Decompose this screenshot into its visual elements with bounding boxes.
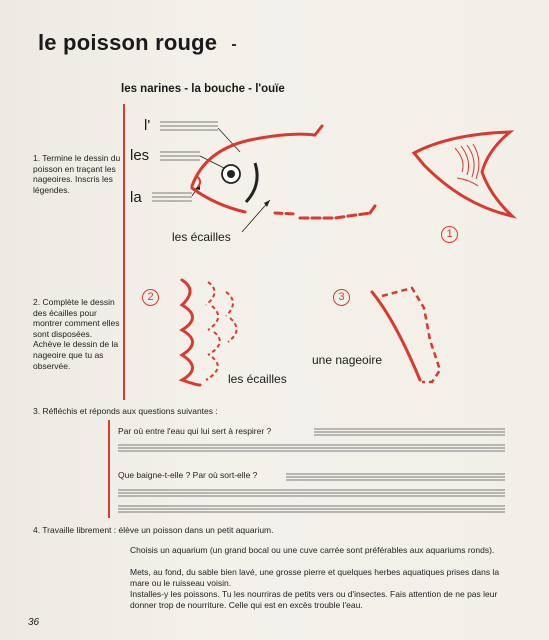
figure-number-1: 1 bbox=[441, 226, 458, 243]
question-2: Que baigne-t-elle ? Par où sort-elle ? bbox=[118, 470, 258, 480]
exercise-3-instructions: 3. Réfléchis et réponds aux questions suivantes : bbox=[33, 406, 218, 416]
label-les: les bbox=[130, 147, 150, 164]
gill-curve bbox=[246, 163, 257, 202]
fish-pupil bbox=[227, 170, 235, 178]
tail-figure bbox=[414, 132, 512, 216]
figure-number-3: 3 bbox=[333, 289, 350, 306]
exercise-2-instructions: 2. Complète le dessin des écailles pour montrer comment elles sont disposées. Achève le dessin de la nageoire que tu as observée. bbox=[33, 297, 120, 371]
exercise-4-paragraph-2: Mets, au fond, du sable bien lavé, une grosse pierre et quelques herbes aquatiques prises dans la mare ou le ruisseau voisin. bbox=[130, 567, 500, 588]
exercise-4-paragraph-1: Choisis un aquarium (un grand bocal ou une cuve carrée sont préférables aux aquariums ronds). bbox=[130, 545, 495, 555]
exercise-1-instructions: 1. Termine le dessin du poisson en traçant les nageoires. Inscris les légendes. bbox=[33, 153, 121, 195]
tail-rays bbox=[455, 144, 479, 186]
answer-lines bbox=[118, 429, 505, 512]
scales-dashed bbox=[206, 282, 237, 380]
scales-figure bbox=[182, 280, 200, 385]
scales-label-1: les écailles bbox=[172, 230, 231, 244]
label-la: la bbox=[130, 189, 142, 206]
exercise-4-instructions: 4. Travaille librement : élève un poisson dans un petit aquarium. bbox=[33, 525, 274, 535]
scales-label-2: les écailles bbox=[228, 372, 287, 386]
fish-outline bbox=[192, 126, 375, 218]
page-title: le poisson rouge bbox=[38, 30, 218, 55]
label-l: l' bbox=[144, 117, 151, 134]
figure-number-2: 2 bbox=[142, 289, 159, 306]
page-number: 36 bbox=[28, 617, 40, 628]
exercise-4-paragraph-3: Installes-y les poissons. Tu les nourriras de petits vers ou d'insectes. Fais attention de ne pas leur donner trop de nourriture. Celle qui est en excès trouble l'eau. bbox=[130, 589, 498, 610]
fin-figure bbox=[372, 292, 420, 380]
subtitle: les narines - la bouche - l'ouïe bbox=[121, 83, 285, 95]
fin-label: une nageoire bbox=[312, 353, 383, 367]
fin-dashed bbox=[382, 288, 440, 382]
question-1: Par où entre l'eau qui lui sert à respirer ? bbox=[118, 426, 272, 436]
